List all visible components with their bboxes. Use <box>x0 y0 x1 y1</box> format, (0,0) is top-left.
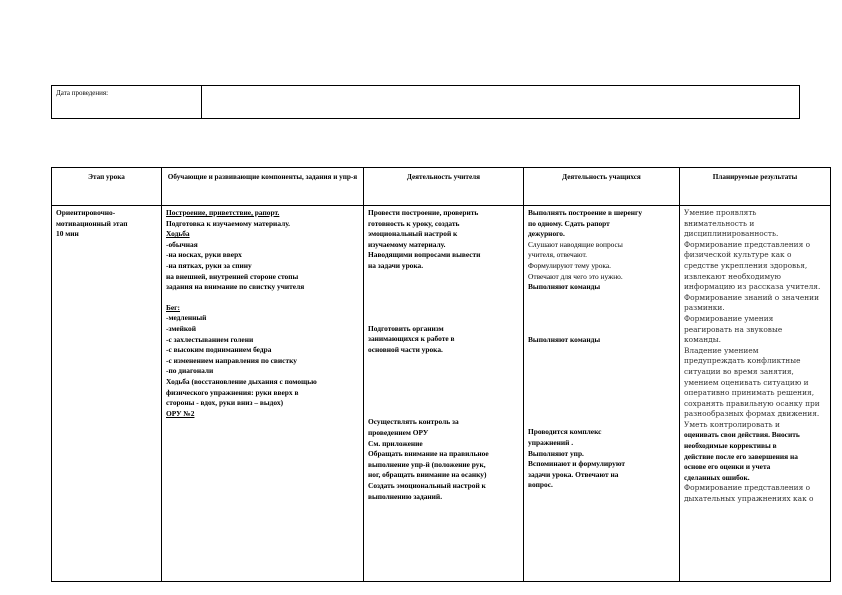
teacher-line: Подготовить организм <box>368 323 444 333</box>
results-line: средстве укрепления здоровья, <box>684 260 808 270</box>
results-line: разнообразных формах движения. <box>684 409 820 419</box>
results-line: Формирование знаний о значении <box>684 292 820 302</box>
date-value <box>202 86 799 118</box>
results-line: необходимые коррективы в <box>684 441 777 451</box>
lesson-plan-table <box>51 167 831 582</box>
components-line: -по диагонали <box>166 366 214 376</box>
components-line: -на носках, руки вверх <box>166 250 242 260</box>
header-results: Планируемые результаты <box>680 168 831 206</box>
students-line: Выполняют команды <box>528 282 601 292</box>
etap-line: Ориентировочно- <box>56 208 116 217</box>
students-cell <box>524 206 680 582</box>
results-line: Формирование представления о <box>684 239 811 249</box>
students-line: задачи урока. Отвечают на <box>528 469 619 479</box>
components-line: -змейкой <box>166 323 197 333</box>
results-line: физической культуре как о <box>684 250 792 260</box>
teacher-line: изучаемому материалу. <box>368 239 446 249</box>
teacher-line: эмоциональный настрой к <box>368 229 458 239</box>
students-line: Вспоминают и формулируют <box>528 459 626 469</box>
students-line: Выполняют команды <box>528 334 601 344</box>
results-line: команды. <box>684 335 721 345</box>
students-line: учителя, отвечают. <box>528 250 587 260</box>
teacher-line: проведением ОРУ <box>368 427 429 437</box>
teacher-line: основной части урока. <box>368 344 443 354</box>
teacher-line: См. приложение <box>368 438 423 448</box>
results-line: Формирование представления о <box>684 483 811 493</box>
students-line: Выполняют упр. <box>528 448 584 458</box>
table-row <box>52 206 831 582</box>
teacher-line: занимающихся к работе в <box>368 334 455 344</box>
components-line: -медленный <box>166 313 207 323</box>
components-line: ОРУ №2 <box>166 408 195 418</box>
components-line: -обычная <box>166 239 198 249</box>
results-line: разминки. <box>684 303 725 313</box>
components-line: -на пятках, руки за спину <box>166 260 252 270</box>
header-students: Деятельность учащихся <box>524 168 680 206</box>
teacher-line: на задачи урока. <box>368 260 424 270</box>
students-line: Отвечают для чего это нужно. <box>528 271 623 281</box>
components-line: Ходьба <box>166 229 190 239</box>
results-cell <box>680 206 831 582</box>
students-line: Проводится комплекс <box>528 427 602 437</box>
students-line: Формулируют тему урока. <box>528 260 612 270</box>
teacher-line: готовность к уроку, создать <box>368 218 460 228</box>
results-line: Владение умением <box>684 345 759 355</box>
results-line: Умение проявлять <box>684 208 757 217</box>
teacher-cell <box>364 206 524 582</box>
components-line: -с изменением направления по свистку <box>166 355 297 365</box>
results-line: сделанных ошибок. <box>684 472 750 482</box>
results-line: внимательность и <box>684 218 755 228</box>
components-line: стороны - вдох, руки вниз – выдох) <box>166 398 284 408</box>
results-line: информацию из рассказа учителя. <box>684 282 821 292</box>
students-line: Выполнять построение в шеренгу <box>528 208 643 217</box>
results-line: Формирование умения <box>684 313 774 323</box>
teacher-line: Обращать внимание на правильное <box>368 449 489 459</box>
results-line: реагировать на звуковые <box>684 324 783 334</box>
results-line: действие после его завершения на <box>684 451 798 461</box>
students-line: дежурного. <box>528 229 565 239</box>
results-line: оперативно принимать решения, <box>684 388 815 398</box>
components-line: задания на внимание по свистку учителя <box>166 282 305 292</box>
header-row <box>52 168 831 206</box>
students-line: вопрос. <box>528 480 553 490</box>
students-line: упражнений . <box>528 437 574 447</box>
teacher-line: выполнению заданий. <box>368 491 443 501</box>
results-line: оценивать свои действия. Вносить <box>684 430 800 440</box>
results-line: ситуации во время занятия, <box>684 366 794 376</box>
components-line: -с высоким подниманием бедра <box>166 345 272 355</box>
header-components: Обучающие и развивающие компоненты, задания и упр-я <box>162 168 364 206</box>
components-line: Подготовка к изучаемому материалу. <box>166 218 291 228</box>
etap-line: мотивационный этап <box>56 218 128 228</box>
students-line: по одному. Сдать рапорт <box>528 218 610 228</box>
components-line: Бег: <box>166 302 180 312</box>
date-box <box>51 85 800 119</box>
results-line: дисциплинированность. <box>684 229 779 239</box>
teacher-line: Наводящими вопросами вывести <box>368 250 481 260</box>
results-line: сохранять правильную осанку при <box>684 398 820 408</box>
results-line: основе его оценки и учета <box>684 462 771 472</box>
teacher-line: ног, обращать внимание на осанку) <box>368 470 487 480</box>
components-line: на внешней, внутренней стороне стопы <box>166 271 299 281</box>
teacher-line: выполнение упр-й (положение рук, <box>368 459 486 469</box>
results-line: предупреждать конфликтные <box>684 356 801 366</box>
header-etap: Этап урока <box>52 168 162 206</box>
date-label: Дата проведения: <box>52 86 202 118</box>
teacher-line: Осуществлять контроль за <box>368 417 459 427</box>
students-line: Слушают наводящие вопросы <box>528 239 623 249</box>
results-line: Уметь контролировать и <box>684 419 780 429</box>
results-line: умением оценивать ситуацию и <box>684 377 809 387</box>
header-teacher: Деятельность учителя <box>364 168 524 206</box>
results-line: дыхательных упражнениях как о <box>684 494 814 504</box>
components-line: физического упражнения: руки вверх в <box>166 387 299 397</box>
etap-duration: 10 мин <box>56 229 79 239</box>
results-line: извлекают необходимую <box>684 271 781 281</box>
components-line: Построение, приветствие, рапорт. <box>166 208 280 217</box>
teacher-line: Создать эмоциональный настрой к <box>368 480 486 490</box>
components-cell <box>162 206 364 582</box>
teacher-line: Провести построение, проверить <box>368 208 479 217</box>
etap-cell <box>52 206 162 582</box>
components-line: -с захлестыванием голени <box>166 334 254 344</box>
components-line: Ходьба (восстановление дыхания с помощью <box>166 376 317 386</box>
